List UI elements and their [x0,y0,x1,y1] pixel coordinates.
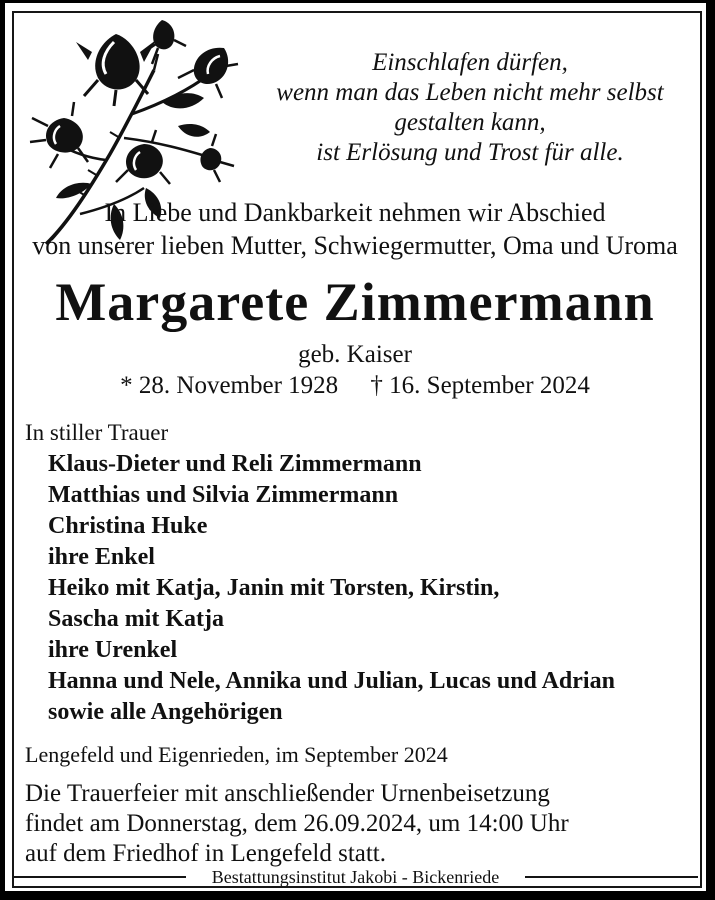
mourner-line: Christina Huke [48,513,208,539]
mourner-line: ihre Urenkel [48,637,178,663]
signature-rule-left [13,876,186,878]
poem [245,48,695,168]
deceased-name: Margarete Zimmermann [55,272,655,332]
farewell-line: In Liebe und Dankbarkeit nehmen wir Abschied [104,198,606,227]
poem-line: gestalten kann, [394,109,546,136]
funeral-home-signature [13,867,698,887]
mourner-line: ihre Enkel [48,544,155,570]
mourner-line: Matthias und Silvia Zimmermann [48,482,399,508]
mourner-line: Heiko mit Katja, Janin mit Torsten, Kirstin, [48,575,500,601]
farewell-line: von unserer lieben Mutter, Schwiegermutter, Oma und Uroma [32,231,678,260]
obituary-sheet [5,3,706,891]
signature-rule-right [525,876,698,878]
mourner-line: sowie alle Angehörigen [48,699,283,725]
mourner-line: Klaus-Dieter und Reli Zimmermann [48,451,422,477]
ceremony-line: Die Trauerfeier mit anschließender Urnenbeisetzung [25,780,550,807]
life-dates [5,371,705,401]
farewell-text [5,196,705,262]
poem-line: Einschlafen dürfen, [372,49,568,76]
poem-line: wenn man das Leben nicht mehr selbst [276,79,664,106]
place-date-line: Lengefeld und Eigenrieden, im September 2024 [25,742,448,767]
mourner-line: Hanna und Nele, Annika und Julian, Lucas und Adrian [48,668,615,694]
mourner-line: Sascha mit Katja [48,606,224,632]
ceremony-info [25,779,569,869]
funeral-home-name: Bestattungsinstitut Jakobi - Bickenriede [211,867,500,887]
ceremony-line: findet am Donnerstag, dem 26.09.2024, um 14:00 Uhr [25,810,569,837]
mourning-intro: In stiller Trauer [25,420,169,445]
death-date: † 16. September 2024 [370,372,590,399]
mourners-list [48,449,615,728]
maiden-name: geb. Kaiser [298,341,412,368]
poem-line: ist Erlösung und Trost für alle. [316,139,624,166]
birth-date: * 28. November 1928 [120,372,339,399]
ceremony-line: auf dem Friedhof in Lengefeld statt. [25,840,386,867]
